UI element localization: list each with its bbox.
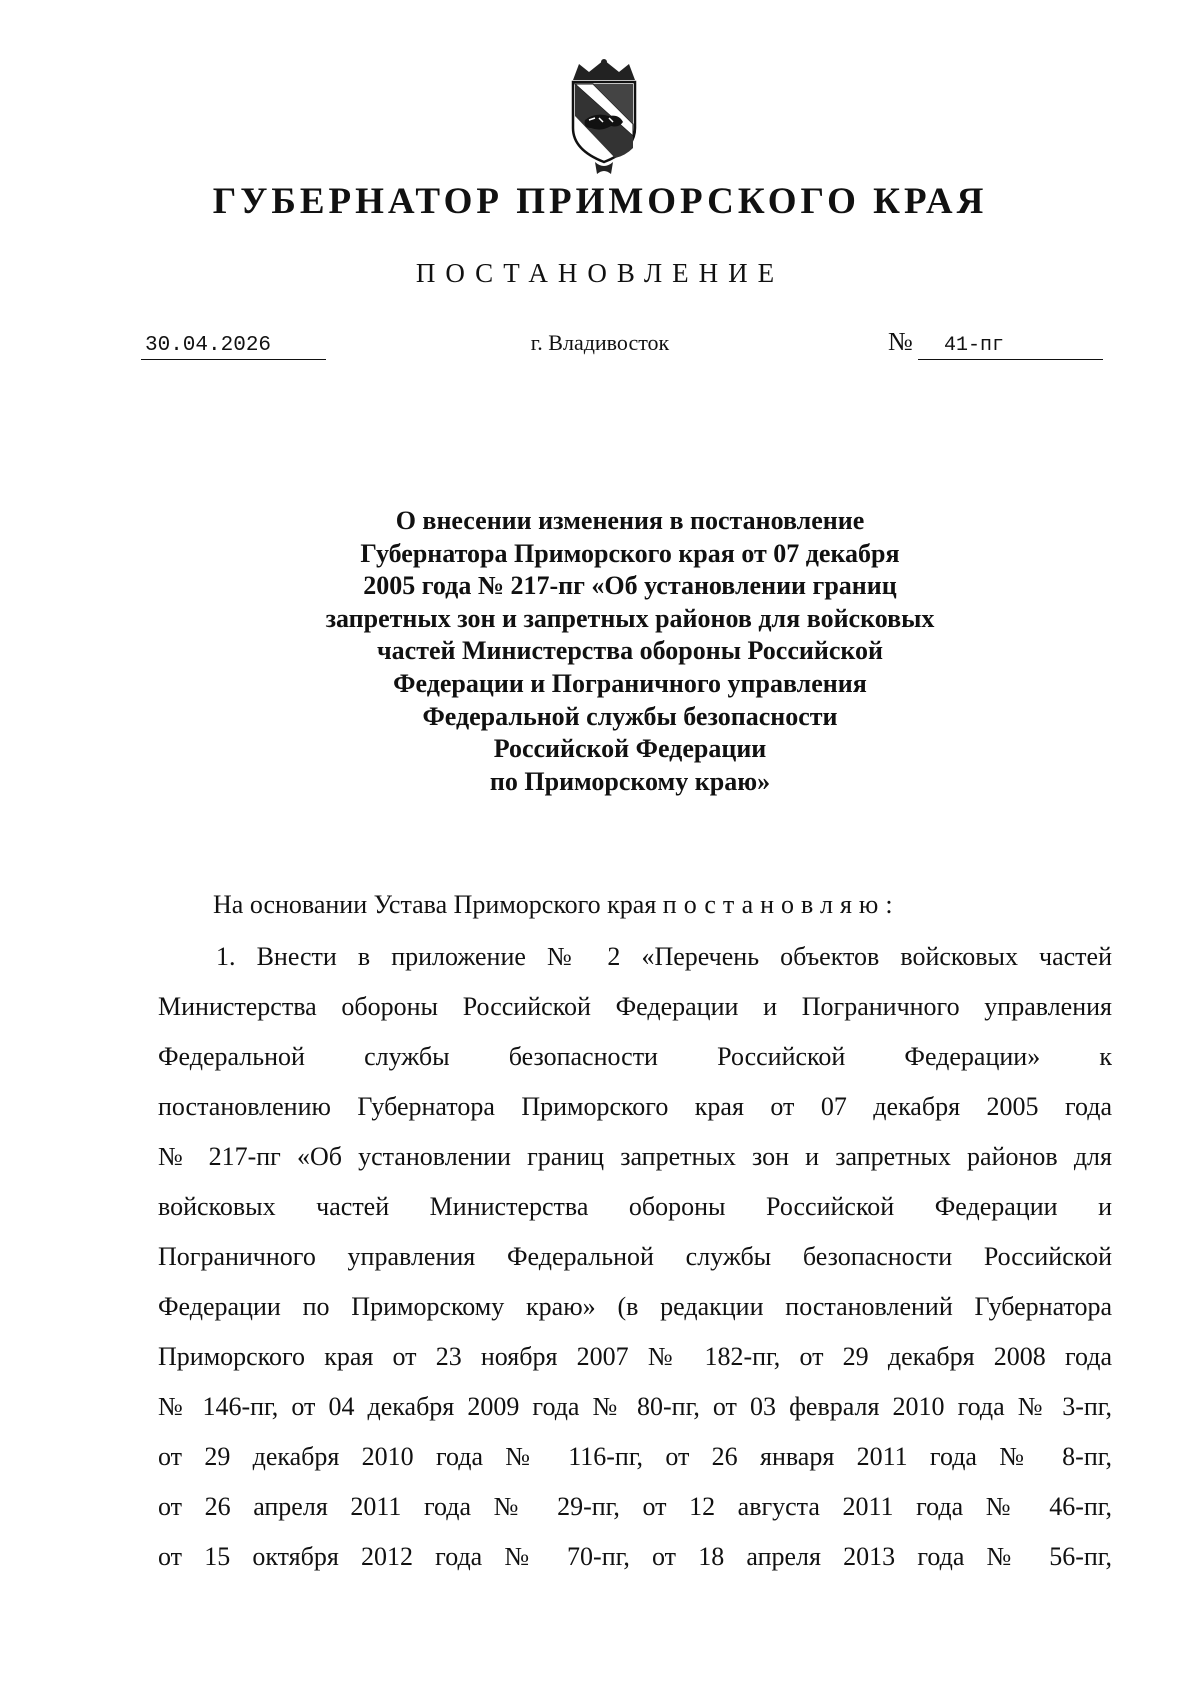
paragraph-line: Министерства обороны Российской Федерации и Пограничного управления [158,992,1112,1021]
organization-title: ГУБЕРНАТОР ПРИМОРСКОГО КРАЯ [212,181,988,222]
paragraph-line: Федеральной службы безопасности Российской Федерации» к [158,1042,1112,1071]
paragraph-line: 1. Внести в приложение № 2 «Перечень объектов войсковых частей [216,942,1112,971]
body-paragraph [158,940,1112,1590]
city: г. Владивосток [530,330,670,355]
coat-of-arms-emblem [565,58,643,176]
intro-emphasis: постановляю: [662,890,900,919]
paragraph-line: Пограничного управления Федеральной службы безопасности Российской [158,1242,1112,1271]
paragraph-line: № 217-пг «Об установлении границ запретных зон и запретных районов для [158,1142,1112,1171]
number-label: № [888,327,913,356]
heading-line: 2005 года № 217-пг «Об установлении границ [363,571,897,601]
heading-line: О внесении изменения в постановление [395,506,865,535]
document-date: 30.04.2026 [145,334,272,357]
paragraph-line: от 26 апреля 2011 года № 29-пг, от 12 августа 2011 года № 46-пг, [158,1492,1112,1521]
paragraph-line: от 29 декабря 2010 года № 116-пг, от 26 января 2011 года № 8-пг, [158,1442,1112,1471]
paragraph-line: Приморского края от 23 ноября 2007 № 182-пг, от 29 декабря 2008 года [158,1342,1112,1371]
paragraph-line: от 15 октября 2012 года № 70-пг, от 18 апреля 2013 года № 56-пг, [158,1542,1112,1571]
paragraph-line: постановлению Губернатора Приморского края от 07 декабря 2005 года [158,1092,1112,1121]
paragraph-line: Федерации по Приморскому краю» (в редакции постановлений Губернатора [158,1292,1112,1321]
paragraph-line: № 146-пг, от 04 декабря 2009 года № 80-пг, от 03 февраля 2010 года № 3-пг, [158,1392,1112,1421]
heading-line: запретных зон и запретных районов для войсковых [325,603,935,633]
heading-line: Губернатора Приморского края от 07 декабря [360,538,900,568]
intro-paragraph [213,890,900,920]
document-type: ПОСТАНОВЛЕНИЕ [415,258,785,288]
heading-line: Федерации и Пограничного управления [393,668,867,698]
number-field [918,330,1103,360]
paragraph-line: войсковых частей Министерства обороны Российской Федерации и [158,1192,1112,1221]
intro-text: На основании Устава Приморского края [213,890,663,919]
heading-line: Федеральной службы безопасности [422,701,838,731]
heading-line: частей Министерства обороны Российской [377,636,883,666]
heading-line: по Приморскому краю» [489,766,771,796]
document-heading [0,505,1200,798]
heading-line: Российской Федерации [493,734,767,764]
document-number: 41-пг [944,334,1005,357]
